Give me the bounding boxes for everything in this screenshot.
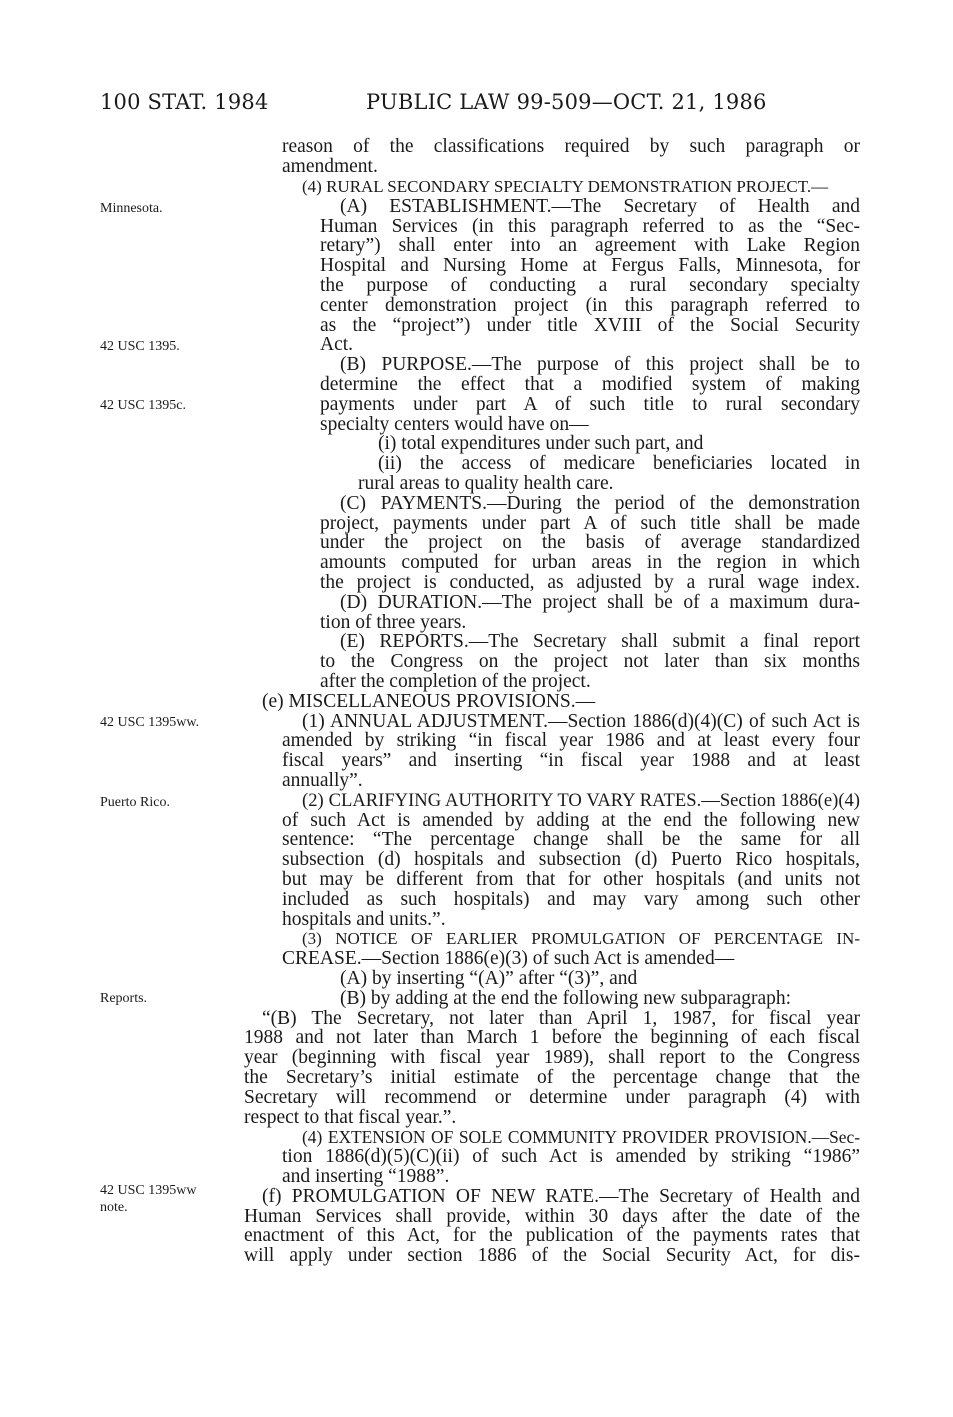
text-line: (E) REPORTS.—The Secretary shall submit a final report xyxy=(340,631,860,652)
text-line: enactment of this Act, for the publication of the payments rates that xyxy=(244,1225,860,1246)
text-line: Hospital and Nursing Home at Fergus Falls, Minnesota, for xyxy=(320,255,860,276)
margin-note-42usc1395ww-note: 42 USC 1395ww xyxy=(100,1183,197,1198)
text-line: CREASE.—Section 1886(e)(3) of such Act is amended— xyxy=(282,948,735,969)
text-line: project, payments under part A of such title shall be made xyxy=(320,513,860,534)
text-line: under the project on the basis of average standardized xyxy=(320,532,860,553)
text-line: 1988 and not later than March 1 before the beginning of each fiscal xyxy=(244,1027,860,1048)
text-line: (B) PURPOSE.—The purpose of this project shall be to xyxy=(340,354,860,375)
text-line: (B) by adding at the end the following new subparagraph: xyxy=(340,988,792,1009)
text-line: as the “project”) under title XVIII of the Social Security xyxy=(320,315,860,336)
text-line: and inserting “1988”. xyxy=(282,1166,450,1187)
text-line: (A) ESTABLISHMENT.—The Secretary of Health and xyxy=(340,196,860,217)
section-heading: (4) RURAL SECONDARY SPECIALTY DEMONSTRATION PROJECT.— xyxy=(302,177,829,196)
margin-note-reports: Reports. xyxy=(100,991,148,1006)
text-line: year (beginning with fiscal year 1989), shall report to the Congress xyxy=(244,1047,860,1068)
text-line: amendment. xyxy=(282,156,378,177)
margin-note-minnesota: Minnesota. xyxy=(100,201,163,216)
text-line: (A) by inserting “(A)” after “(3)”, and xyxy=(340,968,638,989)
text-line: (i) total expenditures under such part, and xyxy=(378,433,704,454)
text-line: but may be different from that for other hospitals (and units not xyxy=(282,869,860,890)
text-line: (4) EXTENSION OF SOLE COMMUNITY PROVIDER PROVISION.—Sec- xyxy=(302,1127,860,1147)
text-line: (1) ANNUAL ADJUSTMENT.—Section 1886(d)(4)(C) of such Act is xyxy=(302,711,860,732)
text-line: (ii) the access of medicare beneficiaries located in xyxy=(378,453,860,474)
text-line: the project is conducted, as adjusted by a rural wage index. xyxy=(320,572,860,593)
text-line: hospitals and units.”. xyxy=(282,909,446,930)
margin-note-puerto-rico: Puerto Rico. xyxy=(100,795,170,810)
text-line: center demonstration project (in this paragraph referred to xyxy=(320,295,860,316)
text-line: determine the effect that a modified system of making xyxy=(320,374,860,395)
section-heading: (3) NOTICE OF EARLIER PROMULGATION OF PERCENTAGE IN- xyxy=(302,929,860,948)
text-line: sentence: “The percentage change shall be the same for all xyxy=(282,829,860,850)
text-line: included as such hospitals) and may vary among such other xyxy=(282,889,860,910)
text-line: (D) DURATION.—The project shall be of a maximum dura- xyxy=(340,592,860,613)
text-line: respect to that fiscal year.”. xyxy=(244,1107,457,1128)
text-line: rural areas to quality health care. xyxy=(358,473,614,494)
margin-note-42usc1395: 42 USC 1395. xyxy=(100,339,180,354)
text-line: tion 1886(d)(5)(C)(ii) of such Act is amended by striking “1986” xyxy=(282,1146,860,1167)
margin-note-42usc1395c: 42 USC 1395c. xyxy=(100,398,186,413)
margin-note-note: note. xyxy=(100,1200,128,1215)
section-heading: (e) MISCELLANEOUS PROVISIONS.— xyxy=(262,691,596,712)
text-line: subsection (d) hospitals and subsection (d) Puerto Rico hospitals, xyxy=(282,849,860,870)
text-line: amended by striking “in fiscal year 1986 and at least every four xyxy=(282,730,860,751)
text-line: reason of the classifications required by such paragraph or xyxy=(282,136,860,157)
text-line: specialty centers would have on— xyxy=(320,414,589,435)
text-line: the purpose of conducting a rural secondary specialty xyxy=(320,275,860,296)
text-line: (C) PAYMENTS.—During the period of the demonstration xyxy=(340,493,860,514)
text-line: fiscal years” and inserting “in fiscal year 1988 and at least xyxy=(282,750,860,771)
text-line: (2) CLARIFYING AUTHORITY TO VARY RATES.—Section 1886(e)(4) xyxy=(302,790,860,811)
text-line: Act. xyxy=(320,334,354,355)
text-line: after the completion of the project. xyxy=(320,671,591,692)
text-line: tion of three years. xyxy=(320,612,467,633)
page-header-title: PUBLIC LAW 99-509—OCT. 21, 1986 xyxy=(366,90,767,114)
text-line: Secretary will recommend or determine under paragraph (4) with xyxy=(244,1087,860,1108)
text-line: annually”. xyxy=(282,770,363,791)
text-line: Human Services shall provide, within 30 days after the date of the xyxy=(244,1206,860,1227)
text-line: amounts computed for urban areas in the region in which xyxy=(320,552,860,573)
text-line: Human Services (in this paragraph referred to as the “Sec- xyxy=(320,216,860,237)
page-header-stat: 100 STAT. 1984 xyxy=(100,90,269,114)
text-line: of such Act is amended by adding at the end the following new xyxy=(282,810,860,831)
text-line: will apply under section 1886 of the Social Security Act, for dis- xyxy=(244,1245,860,1266)
margin-note-42usc1395ww: 42 USC 1395ww. xyxy=(100,715,200,730)
text-line: retary”) shall enter into an agreement with Lake Region xyxy=(320,235,860,256)
text-line: (f) PROMULGATION OF NEW RATE.—The Secretary of Health and xyxy=(262,1186,860,1207)
text-line: “(B) The Secretary, not later than April 1, 1987, for fiscal year xyxy=(262,1008,860,1029)
text-line: payments under part A of such title to rural secondary xyxy=(320,394,860,415)
text-line: the Secretary’s initial estimate of the percentage change that the xyxy=(244,1067,860,1088)
text-line: to the Congress on the project not later than six months xyxy=(320,651,860,672)
